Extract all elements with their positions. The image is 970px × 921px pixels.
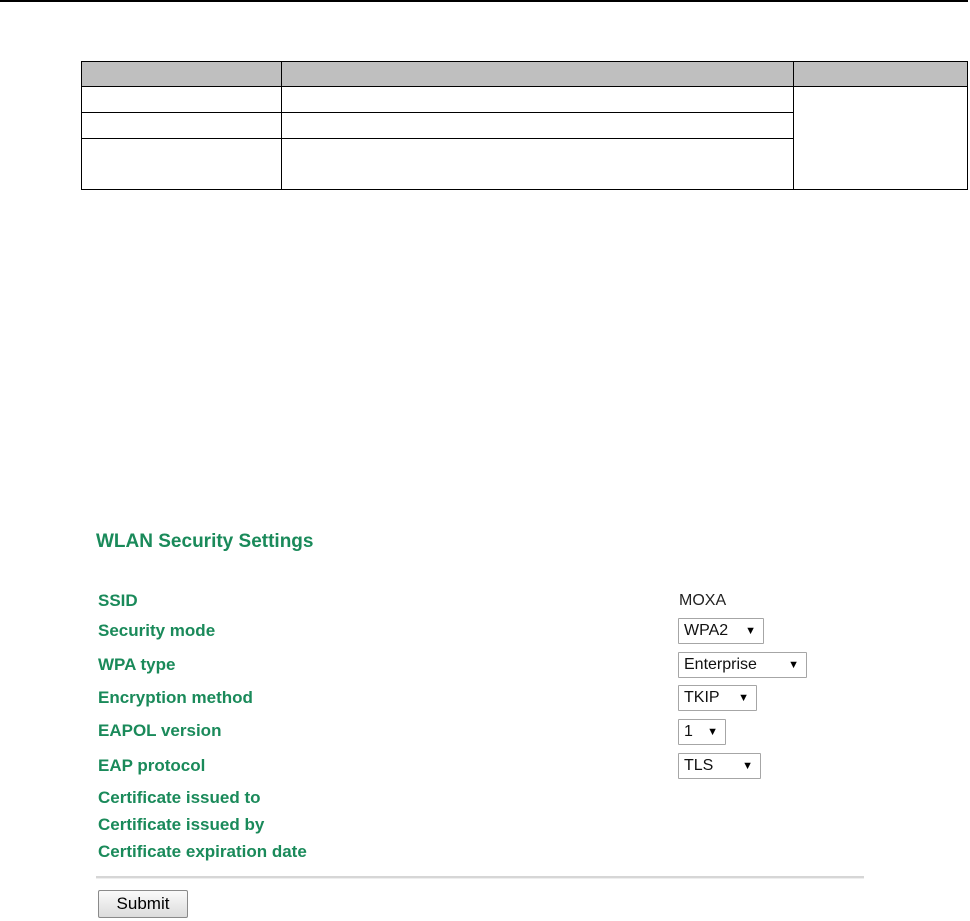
dropdown-arrow-icon: ▼ <box>745 625 756 637</box>
cert-issued-to-label: Certificate issued to <box>98 788 261 807</box>
table-cell <box>82 87 282 113</box>
dropdown-arrow-icon: ▼ <box>707 726 718 738</box>
table-row <box>82 87 968 113</box>
eapol-version-value: 1 <box>684 723 693 740</box>
spec-table <box>81 61 968 190</box>
top-rule <box>0 0 968 2</box>
table-cell <box>282 87 794 113</box>
encryption-method-select[interactable] <box>678 685 757 711</box>
security-mode-value: WPA2 <box>684 622 729 639</box>
security-mode-select[interactable] <box>678 618 764 644</box>
eapol-version-select[interactable] <box>678 719 726 745</box>
ssid-value: MOXA <box>679 592 727 609</box>
security-mode-label: Security mode <box>98 621 216 640</box>
cert-issued-by-label: Certificate issued by <box>98 815 265 834</box>
eap-protocol-value: TLS <box>684 757 714 774</box>
eap-protocol-label: EAP protocol <box>98 756 206 775</box>
form-divider <box>96 876 864 879</box>
table-header-cell <box>82 62 282 87</box>
table-cell <box>282 139 794 190</box>
wpa-type-label: WPA type <box>98 655 176 674</box>
table-cell <box>82 139 282 190</box>
panel-title: WLAN Security Settings <box>96 531 314 552</box>
dropdown-arrow-icon: ▼ <box>742 760 753 772</box>
submit-button[interactable]: Submit <box>98 890 188 918</box>
encryption-method-label: Encryption method <box>98 688 253 707</box>
wpa-type-select[interactable] <box>678 652 807 678</box>
table-header-cell <box>794 62 968 87</box>
dropdown-arrow-icon: ▼ <box>738 692 749 704</box>
eapol-version-label: EAPOL version <box>98 721 222 740</box>
wpa-type-value: Enterprise <box>684 656 757 673</box>
ssid-label: SSID <box>98 591 138 610</box>
table-header-cell <box>282 62 794 87</box>
table-cell <box>82 113 282 139</box>
table-cell <box>282 113 794 139</box>
encryption-method-value: TKIP <box>684 689 720 706</box>
table-header-row <box>82 62 968 87</box>
eap-protocol-select[interactable] <box>678 753 761 779</box>
cert-expiration-label: Certificate expiration date <box>98 842 307 861</box>
table-cell-merged <box>794 87 968 190</box>
dropdown-arrow-icon: ▼ <box>788 659 799 671</box>
